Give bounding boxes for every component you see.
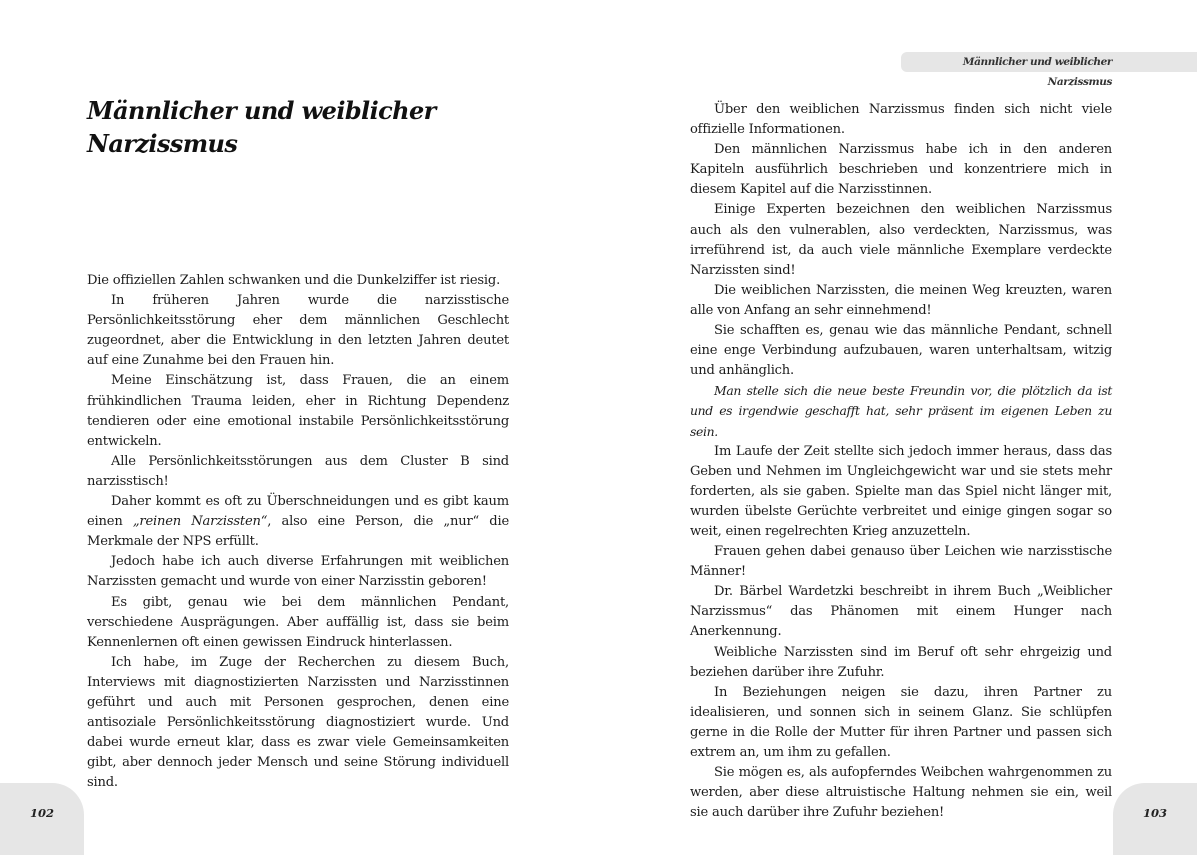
paragraph: Im Laufe der Zeit stellte sich jedoch immer heraus, dass das Geben und Nehmen im Ungleichgewicht war und sie stets mehr forderten, als sie gaben. Spielte man das Spiel nicht länger mit, wurden übelste Gerüchte verbreitet und einige gingen sogar so weit, einen regelrechten Krieg anzuzetteln. <box>690 443 1112 539</box>
text-run: , also eine Person, die „nur“ die Merkmale der NPS erfüllt. <box>87 514 510 550</box>
paragraph: Meine Einschätzung ist, dass Frauen, die an einem frühkindlichen Trauma leiden, eher in Richtung Dependenz tendieren oder eine emotional instabile Persönlichkeitsstörung entwickeln. <box>87 373 509 449</box>
paragraph: Den männlichen Narzissmus habe ich in den anderen Kapiteln ausführlich beschrieben und konzentriere mich in diesem Kapitel auf die Narzisstinnen. <box>690 142 1112 198</box>
emphasis: „reinen Narzissten“ <box>132 514 268 530</box>
chapter-title <box>87 94 436 160</box>
left-page <box>0 0 598 855</box>
page-number: 102 <box>29 806 54 820</box>
paragraph: Jedoch habe ich auch diverse Erfahrungen mit weiblichen Narzissten gemacht und wurde von einer Narzisstin geboren! <box>87 554 509 590</box>
paragraph: Frauen gehen dabei genauso über Leichen wie narzisstische Männer! <box>690 544 1112 580</box>
italic-quote: Man stelle sich die neue beste Freundin vor, die plötzlich da ist und es irgendwie geschafft hat, sehr präsent im eigenen Leben zu sein. <box>690 383 1112 439</box>
paragraph: Über den weiblichen Narzissmus finden sich nicht viele offizielle Informationen. <box>690 102 1112 138</box>
paragraph: Es gibt, genau wie bei dem männlichen Pendant, verschiedene Ausprägungen. Aber auffällig ist, dass sie beim Kennenlernen oft einen gewissen Eindruck hinterlassen. <box>87 594 509 650</box>
paragraph <box>87 492 509 552</box>
right-page <box>598 0 1197 855</box>
paragraph: Sie mögen es, als aufopferndes Weibchen wahrgenommen zu werden, aber diese altruistische Haltung nehmen sie ein, weil sie auch darüber ihre Zufuhr beziehen! <box>690 765 1112 821</box>
page-number-tab-left <box>0 783 84 855</box>
chapter-title-line-2: Narzissmus <box>87 129 238 158</box>
paragraph: In Beziehungen neigen sie dazu, ihren Partner zu idealisieren, und sonnen sich in seinem Glanz. Sie schlüpfen gerne in die Rolle der Mutter für ihren Partner und passen sich extrem an, um ihm zu gefallen. <box>690 684 1112 760</box>
right-body-text <box>690 100 1112 823</box>
paragraph: Dr. Bärbel Wardetzki beschreibt in ihrem Buch „Weiblicher Narzissmus“ das Phänomen mit einem Hunger nach Anerkennung. <box>690 584 1112 640</box>
paragraph: Einige Experten bezeichnen den weiblichen Narzissmus auch als den vulnerablen, also verdeckten, Narzissmus, was irreführend ist, da auch viele männliche Exemplare verdeckte Narzissten sind! <box>690 202 1112 278</box>
paragraph: Weibliche Narzissten sind im Beruf oft sehr ehrgeizig und beziehen darüber ihre Zufuhr. <box>690 644 1112 680</box>
paragraph: Sie schafften es, genau wie das männliche Pendant, schnell eine enge Verbindung aufzubauen, waren unterhaltsam, witzig und anhänglich. <box>690 323 1112 379</box>
paragraph: Ich habe, im Zuge der Recherchen zu diesem Buch, Interviews mit diagnostizierten Narzissten und Narzisstinnen geführt und auch mit Personen gesprochen, denen eine antisoziale Persönlichkeitsstörung diagnostiziert wurde. Und dabei wurde erneut klar, dass es zwar viele Gemeinsamkeiten gibt, aber dennoch jeder Mensch und seine Störung individuell sind. <box>87 654 509 791</box>
page-number: 103 <box>1142 806 1167 820</box>
paragraph: Die offiziellen Zahlen schwanken und die Dunkelziffer ist riesig. <box>87 273 501 288</box>
running-header: Männlicher und weiblicher Narzissmus <box>901 52 1197 72</box>
paragraph: In früheren Jahren wurde die narzisstische Persönlichkeitsstörung eher dem männlichen Geschlecht zugeordnet, aber die Entwicklung in den letzten Jahren deutet auf eine Zunahme bei den Frauen hin. <box>87 293 509 369</box>
paragraph: Die weiblichen Narzissten, die meinen Weg kreuzten, waren alle von Anfang an sehr einnehmend! <box>690 282 1112 318</box>
left-body-text <box>87 271 509 793</box>
text-run: Daher kommt es oft zu Überschneidungen und es gibt kaum einen <box>87 494 509 530</box>
paragraph: Alle Persönlichkeitsstörungen aus dem Cluster B sind narzisstisch! <box>87 453 509 489</box>
chapter-title-line-1: Männlicher und weiblicher <box>87 96 436 125</box>
page-number-tab-right <box>1113 783 1197 855</box>
